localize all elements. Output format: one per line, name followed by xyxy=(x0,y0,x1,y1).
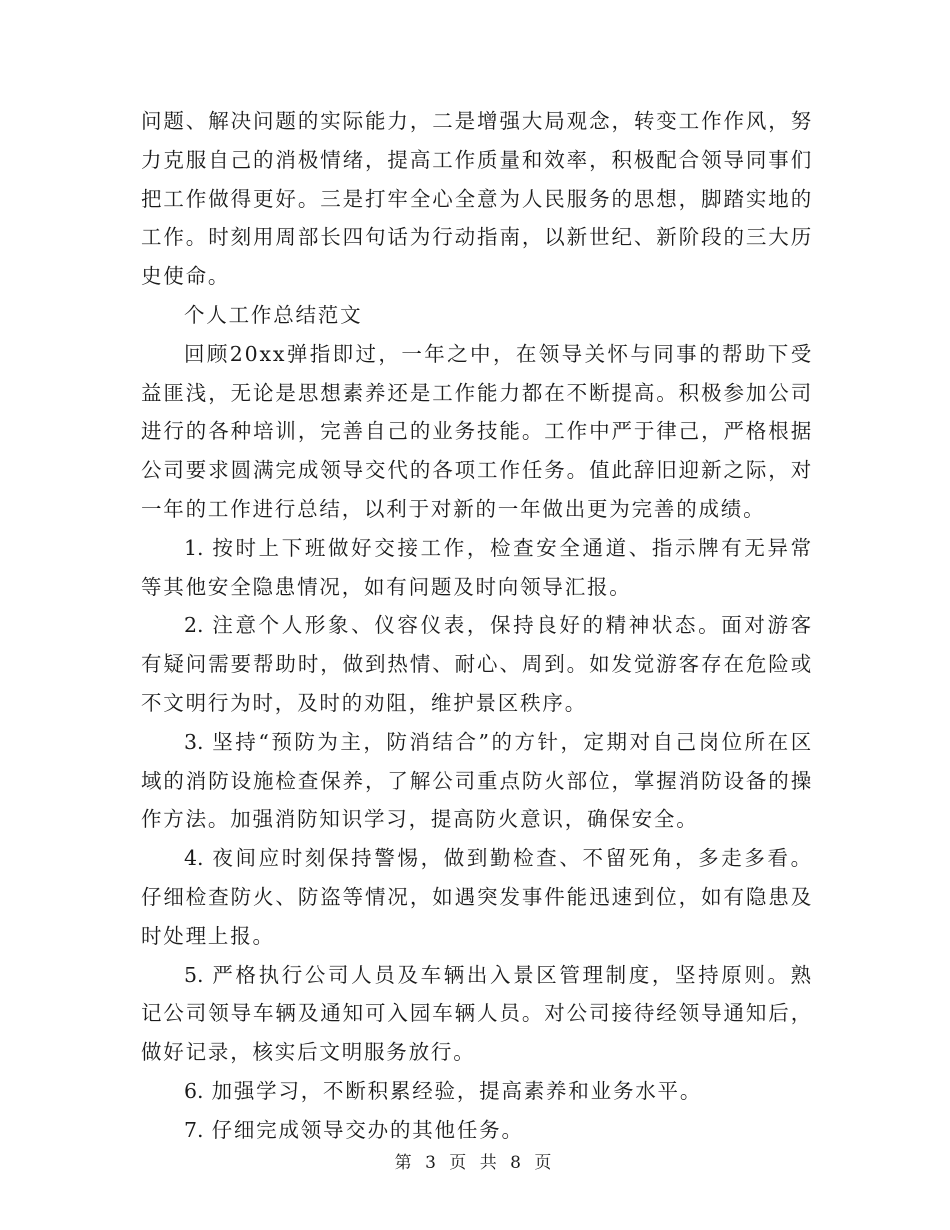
section-title: 个人工作总结范文 xyxy=(184,302,363,327)
list-item xyxy=(141,1111,813,1150)
item-text: 仔细完成领导交办的其他任务。 xyxy=(211,1117,524,1142)
page-footer: 第 3 页 共 8 页 xyxy=(394,1153,556,1173)
item-text: 夜间应时刻保持警惕，做到勤检查、不留死角，多走多看。仔细检查防火、防盗等情况，如遇突发事件能迅速到位，如有隐患及时处理上报。 xyxy=(141,846,813,948)
list-item xyxy=(141,956,813,1072)
item-number: 4. xyxy=(184,846,204,871)
item-text: 坚持“预防为主，防消结合”的方针，定期对自己岗位所在区域的消防设施检查保养，了解公司重点防火部位，掌握消防设备的操作方法。加强消防知识学习，提高防火意识，确保安全。 xyxy=(141,729,813,832)
item-number: 3. xyxy=(184,729,204,754)
list-item xyxy=(141,723,813,839)
item-text: 加强学习，不断积累经验，提高素养和业务水平。 xyxy=(211,1078,703,1103)
item-text: 注意个人形象、仪容仪表，保持良好的精神状态。面对游客有疑问需要帮助时，做到热情、耐心、周到。如发觉游客存在危险或不文明行为时，及时的劝阻，维护景区秩序。 xyxy=(141,613,813,715)
item-number: 2. xyxy=(184,613,204,638)
intro-paragraph: 回顾20xx弹指即过，一年之中，在领导关怀与同事的帮助下受益匪浅，无论是思想素养还是工作能力都在不断提高。积极参加公司进行的各种培训，完善自己的业务技能。工作中严于律己，严格根据公司要求圆满完成领导交代的各项工作任务。值此辞旧迎新之际，对一年的工作进行总结，以利于对新的一年做出更为完善的成绩。 xyxy=(141,341,813,521)
document-body xyxy=(141,102,813,1150)
item-number: 5. xyxy=(184,962,204,987)
list-item xyxy=(141,606,813,722)
list-item xyxy=(141,839,813,955)
list-item xyxy=(141,1072,813,1111)
item-number: 7. xyxy=(184,1117,204,1142)
continuation-paragraph: 问题、解决问题的实际能力，二是增强大局观念，转变工作作风，努力克服自己的消极情绪，提高工作质量和效率，积极配合领导同事们把工作做得更好。三是打牢全心全意为人民服务的思想，脚踏实地的工作。时刻用周部长四句话为行动指南，以新世纪、新阶段的三大历史使命。 xyxy=(141,109,813,289)
item-text: 按时上下班做好交接工作，检查安全通道、指示牌有无异常等其他安全隐患情况，如有问题及时向领导汇报。 xyxy=(141,535,813,599)
item-number: 1. xyxy=(184,535,204,560)
list-item xyxy=(141,529,813,607)
item-number: 6. xyxy=(184,1078,204,1103)
item-text: 严格执行公司人员及车辆出入景区管理制度，坚持原则。熟记公司领导车辆及通知可入园车辆人员。对公司接待经领导通知后，做好记录，核实后文明服务放行。 xyxy=(141,962,813,1065)
